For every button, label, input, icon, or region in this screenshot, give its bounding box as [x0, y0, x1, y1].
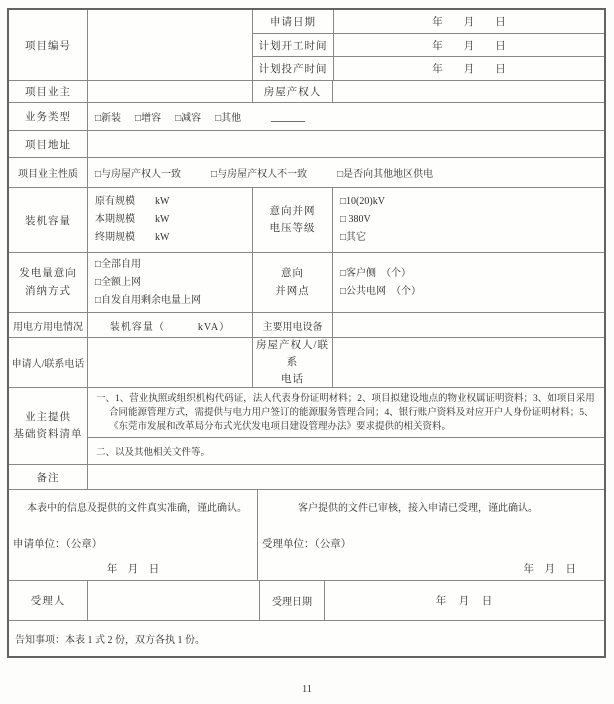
top-dates-block [252, 10, 604, 80]
applicant-statement: 本表中的信息及提供的文件真实准确，谨此确认。 [27, 503, 247, 514]
project-address-row [9, 130, 604, 157]
house-owner-label: 房屋产权人 [252, 81, 332, 102]
confirmation-row [9, 489, 604, 580]
owner-row [9, 80, 604, 102]
remark-row [9, 464, 604, 489]
checkbox-option-all-self-use: □全部自用 [95, 258, 142, 270]
project-number-label: 项目编号 [25, 40, 71, 52]
owner-nature-label: 项目业主性质 [18, 169, 78, 180]
handler-label: 受理人 [30, 596, 66, 607]
acceptor-confirmation-block [257, 490, 604, 580]
voltage-options [332, 188, 604, 252]
planned-start-label: 计划开工时间 [258, 40, 328, 52]
acceptance-row [9, 580, 604, 620]
checkbox-option-public-grid: □公共电网 （个） [340, 285, 422, 297]
main-equipment-label: 主要用电设备 [252, 313, 332, 337]
applicant-date: 年 月 日 [106, 564, 160, 575]
checkbox-option-same-as-owner: □与房屋产权人一致 [95, 169, 182, 180]
planned-start-row [253, 33, 604, 57]
planned-start-value: 年 月 日 [333, 34, 604, 57]
checkbox-option-other: □其他 [215, 113, 242, 124]
consumption-options [87, 253, 252, 312]
apply-date-label: 申请日期 [270, 16, 316, 28]
planned-production-value: 年 月 日 [333, 57, 604, 80]
materials-label: 业主提供 基础资料清单 [13, 411, 83, 440]
checkbox-option-increase: □增容 [135, 113, 162, 124]
handler-value-cell [87, 581, 259, 620]
planned-production-label: 计划投产时间 [258, 64, 328, 76]
grid-point-label: 意向 并网点 [252, 253, 332, 312]
main-equipment-value-cell [332, 313, 604, 337]
capacity-label: 装机容量 [25, 215, 71, 227]
business-type-options [87, 103, 604, 130]
acceptor-date: 年 月 日 [523, 564, 576, 575]
materials-content [87, 388, 604, 464]
acceptance-date-label: 受理日期 [259, 581, 324, 620]
checkbox-option-10-20kv: □10(20)kV [340, 196, 385, 207]
power-use-row [9, 312, 604, 337]
consumption-row [9, 252, 604, 312]
application-form-table [7, 8, 606, 658]
apply-date-row [253, 10, 604, 33]
notice-text: 告知事项：本表 1 式 2 份，双方各执 1 份。 [15, 635, 205, 646]
project-owner-value-cell [87, 81, 252, 102]
business-type-label: 业务类型 [25, 112, 71, 123]
voltage-level-label: 意向并网 电压等级 [252, 188, 332, 252]
checkbox-option-surplus-to-grid: □自发自用剩余电量上网 [95, 294, 202, 306]
acceptor-statement: 客户提供的文件已审核，接入申请已受理，谨此确认。 [298, 503, 538, 514]
owner-nature-row [9, 157, 604, 187]
consumption-label: 发电量意向 消纳方式 [19, 268, 77, 297]
project-address-label: 项目地址 [25, 139, 71, 151]
applicant-unit-seal: 申请单位：（公章） [13, 539, 103, 550]
applicant-confirmation-block [9, 490, 257, 580]
project-owner-label: 项目业主 [25, 87, 71, 98]
final-scale-line: 终期规模 kW [95, 232, 170, 243]
remark-label: 备注 [36, 472, 60, 484]
contact-row [9, 337, 604, 387]
house-owner-value-cell [332, 81, 604, 102]
materials-item-2: 二、以及其他相关文件等。 [96, 448, 211, 458]
checkbox-option-customer-side: □客户侧 （个） [340, 267, 412, 279]
apply-date-value: 年 月 日 [333, 10, 604, 33]
materials-row [9, 387, 604, 464]
project-address-value-cell [87, 131, 604, 157]
checkbox-option-different-owner: □与房屋产权人不一致 [211, 169, 308, 180]
current-scale-line: 本期规模 kW [95, 214, 170, 225]
power-use-capacity: 装机容量（ kVA） [87, 313, 252, 337]
house-owner-phone-value-cell [332, 338, 604, 387]
checkbox-option-voltage-other: □其它 [340, 232, 367, 243]
acceptance-date-value: 年 月 日 [324, 581, 604, 620]
owner-nature-options [87, 158, 604, 187]
grid-point-options [332, 253, 604, 312]
project-number-value-cell [87, 10, 252, 80]
house-owner-phone-label: 房屋产权人/联系 电话 [252, 338, 332, 387]
checkbox-option-all-to-grid: □全额上网 [95, 276, 142, 288]
notice-row [9, 620, 604, 656]
checkbox-option-decrease: □减容 [175, 113, 202, 124]
remark-value-cell [87, 465, 604, 489]
acceptor-unit-seal: 受理单位：（公章） [262, 539, 352, 550]
page-number: 11 [301, 684, 313, 695]
checkbox-option-new: □新装 [95, 113, 122, 124]
applicant-phone-label: 申请人/联系电话 [11, 359, 85, 370]
original-scale-line: 原有规模 kW [95, 196, 170, 207]
power-use-label: 用电方用电情况 [13, 321, 83, 333]
applicant-phone-value-cell [87, 338, 252, 387]
top-block [9, 10, 604, 80]
checkbox-option-380v: □ 380V [340, 214, 371, 225]
capacity-scale-lines [87, 188, 252, 252]
materials-item-1: 一、1、营业执照或组织机构代码证，法人代表身份证明材料；2、项目拟建设地点的物业权属证明资料；3、如项目采用合同能源管理方式，需提供与电力用户签订的能源服务管理合同；4、银行账户资料及对应开户人身份证明材料；5、《东莞市发展和改革局分布式光伏发电项目建设管理办法》要求提供的相关资料。 [88, 388, 604, 438]
capacity-row [9, 187, 604, 252]
other-fill-in-line [271, 111, 305, 122]
planned-production-row [253, 56, 604, 80]
business-type-row [9, 102, 604, 130]
checkbox-option-supply-other-region: □是否向其他地区供电 [337, 169, 434, 180]
